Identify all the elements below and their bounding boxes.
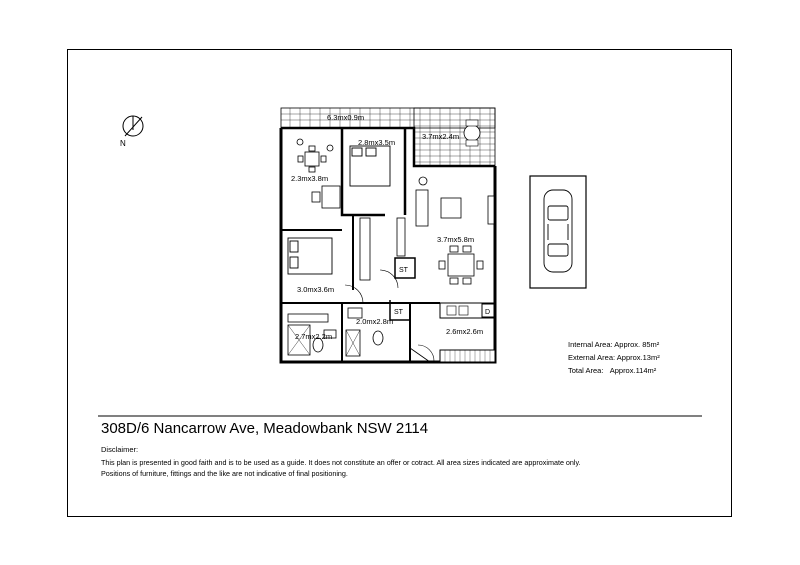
- living-furniture: [416, 177, 494, 284]
- total-area-label: Total Area:: [568, 366, 604, 375]
- disclaimer-heading: Disclaimer:: [101, 445, 139, 454]
- storage-label: ST: [399, 267, 408, 274]
- internal-area: Internal Area: Approx. 85m²: [568, 340, 660, 349]
- room-label-bath-1: 2.7mx2.2m: [295, 332, 333, 341]
- total-area: [568, 366, 656, 375]
- room-label-kitchen: 2.6mx2.6m: [446, 327, 484, 336]
- storage-label-2: ST: [394, 309, 403, 316]
- room-label-bedroom-2: 3.0mx3.6m: [297, 285, 335, 294]
- property-address: 308D/6 Nancarrow Ave, Meadowbank NSW 2114: [101, 420, 429, 437]
- room-label-balcony: 6.3mx0.9m: [327, 113, 365, 122]
- bed-icon: [288, 146, 390, 274]
- total-area-value: Approx.114m²: [609, 366, 657, 375]
- disclaimer-line-1: This plan is presented in good faith and is to be used as a guide. It does not constitute an offer or cotract. All area sizes indicated are approximate only.: [101, 458, 581, 467]
- room-label-bath-2: 2.0mx2.8m: [356, 317, 394, 326]
- dryer-label: D: [485, 309, 491, 316]
- compass-label: N: [120, 139, 126, 148]
- compass-icon: [123, 116, 143, 136]
- room-label-living: 3.7mx5.8m: [437, 235, 475, 244]
- car-icon: [544, 190, 572, 272]
- room-label-balcony-2: 3.7mx2.4m: [422, 132, 460, 141]
- car-space: [530, 176, 586, 288]
- external-area: External Area: Approx.13m²: [568, 353, 660, 362]
- room-label-study: 2.3mx3.8m: [291, 174, 329, 183]
- disclaimer-text: [101, 457, 701, 479]
- disclaimer-line-2: Positions of furniture, fittings and the like are not indicative of final positioning.: [101, 469, 348, 478]
- room-label-bedroom-1: 2.8mx3.5m: [358, 138, 396, 147]
